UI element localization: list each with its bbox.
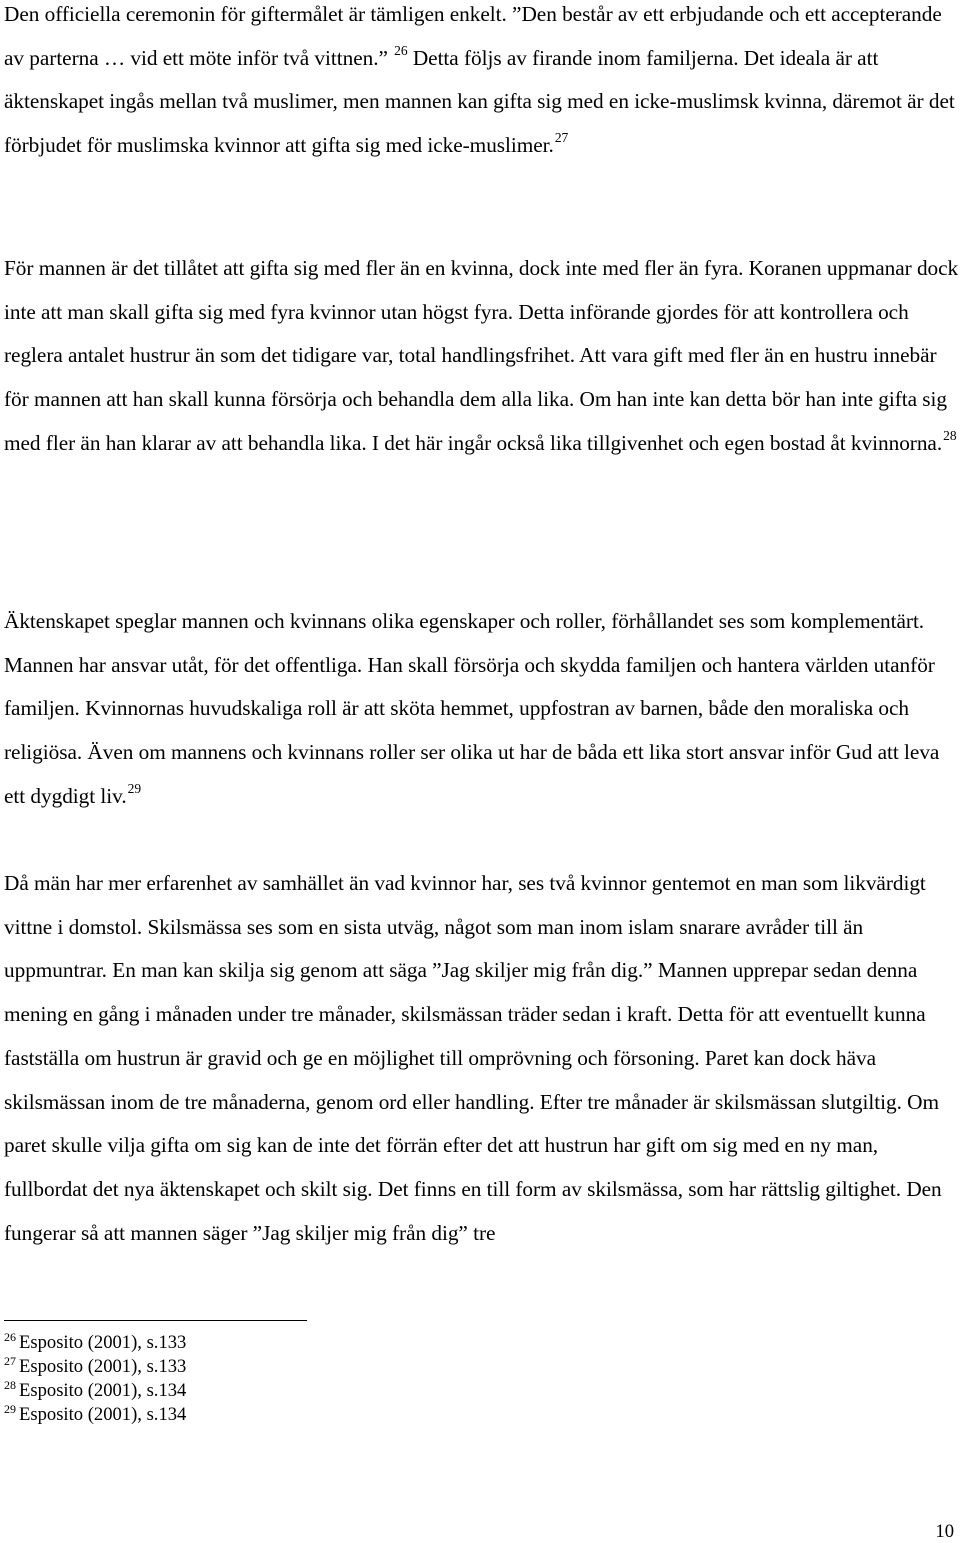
- footnote-text: Esposito (2001), s.134: [19, 1380, 187, 1401]
- paragraph-text: Då män har mer erfarenhet av samhället än vad kvinnor har, ses två kvinnor gentemot en man som likvärdigt vittne i domstol. Skilsmässa ses som en sista utväg, något som man inom islam snarare avråder till än uppmuntrar. En man kan skilja sig genom att säga ”Jag skiljer mig från dig.” Mannen upprepar sedan denna mening en gång i månaden under tre månader, skilsmässan träder sedan i kraft. Detta för att eventuellt kunna fastställa om hustrun är gravid och ge en möjlighet till omprövning och försoning. Paret kan dock häva skilsmässan inom de tre månaderna, genom ord eller handling. Efter tre månader är skilsmässan slutgiltig. Om paret skulle vilja gifta om sig kan de inte det förrän efter det att hustrun har gift om sig med en ny man, fullbordat det nya äktenskapet och skilt sig. Det finns en till form av skilsmässa, som har rättslig giltighet. Den fungerar så att mannen säger ”Jag skiljer mig från dig” tre: [4, 871, 942, 1245]
- footnote-number: 29: [4, 1401, 16, 1416]
- footnote-item: [4, 1355, 604, 1379]
- footnote-text: Esposito (2001), s.134: [19, 1404, 187, 1425]
- paragraph-divorce: [4, 862, 960, 1255]
- footnote-number: 27: [4, 1353, 16, 1368]
- footnote-separator: [4, 1320, 307, 1321]
- footnote-reference[interactable]: 27: [554, 130, 569, 146]
- paragraph-text: Den officiella ceremonin för giftermålet är tämligen enkelt. ”Den består av ett erbjudande och ett accepterande av parterna … vid ett möte inför två vittnen.”: [4, 2, 942, 70]
- footnotes-list: [4, 1331, 604, 1427]
- paragraph-polygamy: [4, 247, 960, 466]
- footnote-reference[interactable]: 26: [394, 42, 408, 58]
- page-number: 10: [935, 1521, 954, 1542]
- footnote-number: 26: [4, 1329, 16, 1344]
- paragraph-text: Äktenskapet speglar mannen och kvinnans olika egenskaper och roller, förhållandet ses som komplementärt. Mannen har ansvar utåt, för det offentliga. Han skall försörja och skydda familjen och hantera världen utanför familjen. Kvinnornas huvudskaliga roll är att sköta hemmet, uppfostran av barnen, både den moraliska och religiösa. Även om mannens och kvinnans roller ser olika ut har de båda ett lika stort ansvar inför Gud att leva ett dygdigt liv.: [4, 609, 940, 808]
- paragraph-text: För mannen är det tillåtet att gifta sig med fler än en kvinna, dock inte med fler än fyra. Koranen uppmanar dock inte att man skall gifta sig med fyra kvinnor utan högst fyra. Detta införande gjordes för att kontrollera och reglera antalet hustrur än som det tidigare var, total handlingsfrihet. Att vara gift med fler än en hustru innebär för mannen att han skall kunna försörja och behandla dem alla lika. Om han inte kan detta bör han inte gifta sig med fler än han klarar av att behandla lika. I det här ingår också lika tillgivenhet och egen bostad åt kvinnorna.: [4, 256, 959, 455]
- paragraph-ceremony: [4, 0, 960, 168]
- footnote-item: [4, 1331, 604, 1355]
- footnote-text: Esposito (2001), s.133: [19, 1356, 187, 1377]
- paragraph-roles: [4, 600, 960, 819]
- footnote-reference[interactable]: 28: [943, 428, 957, 444]
- footnote-number: 28: [4, 1377, 16, 1392]
- paragraph-text: Detta följs av firande inom familjerna. Det ideala är att äktenskapet ingås mellan två muslimer, men mannen kan gifta sig med en icke-muslimsk kvinna, däremot är det förbjudet för muslimska kvinnor att gifta sig med icke-muslimer.: [4, 45, 955, 158]
- footnote-text: Esposito (2001), s.133: [19, 1332, 187, 1353]
- footnote-item: [4, 1403, 604, 1427]
- footnote-reference[interactable]: 29: [127, 781, 142, 797]
- footnote-item: [4, 1379, 604, 1403]
